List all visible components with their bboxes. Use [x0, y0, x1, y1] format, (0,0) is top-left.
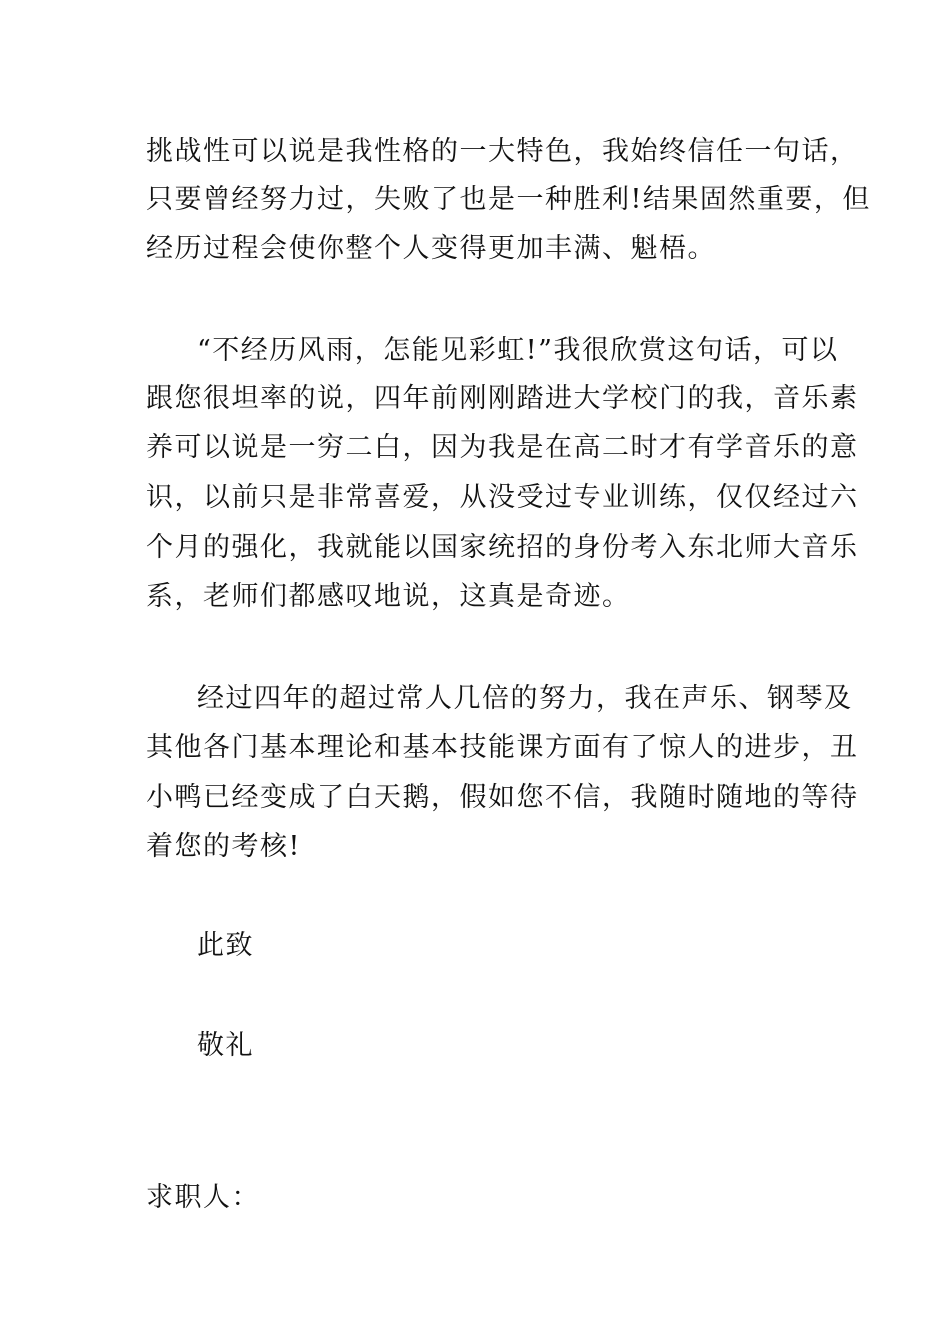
- closing-line-2: 敬礼: [197, 1030, 254, 1061]
- paragraph-line: 只要曾经努力过，失败了也是一种胜利!结果固然重要，但: [146, 184, 871, 215]
- closing-line-1: 此致: [197, 930, 254, 961]
- paragraph-line: 挑战性可以说是我性格的一大特色，我始终信任一句话，: [146, 136, 859, 167]
- paragraph-line: 其他各门基本理论和基本技能课方面有了惊人的进步，丑: [146, 732, 859, 763]
- paragraph-line: 着您的考核!: [146, 831, 301, 862]
- paragraph-line: 个月的强化，我就能以国家统招的身份考入东北师大音乐: [146, 532, 859, 563]
- paragraph-line: 识，以前只是非常喜爱，从没受过专业训练，仅仅经过六: [146, 482, 859, 513]
- paragraph-line: 养可以说是一穷二白，因为我是在高二时才有学音乐的意: [146, 432, 859, 463]
- paragraph-line: 经过四年的超过常人几倍的努力，我在声乐、钢琴及: [197, 683, 853, 714]
- paragraph-line: “不经历风雨，怎能见彩虹!”我很欣赏这句话，可以: [197, 335, 839, 366]
- paragraph-line: 经历过程会使你整个人变得更加丰满、魁梧。: [146, 233, 716, 264]
- paragraph-line: 小鸭已经变成了白天鹅，假如您不信，我随时随地的等待: [146, 782, 859, 813]
- paragraph-line: 跟您很坦率的说，四年前刚刚踏进大学校门的我，音乐素: [146, 383, 859, 414]
- paragraph-line: 系，老师们都感叹地说，这真是奇迹。: [146, 581, 631, 612]
- signature-label: 求职人：: [146, 1182, 260, 1213]
